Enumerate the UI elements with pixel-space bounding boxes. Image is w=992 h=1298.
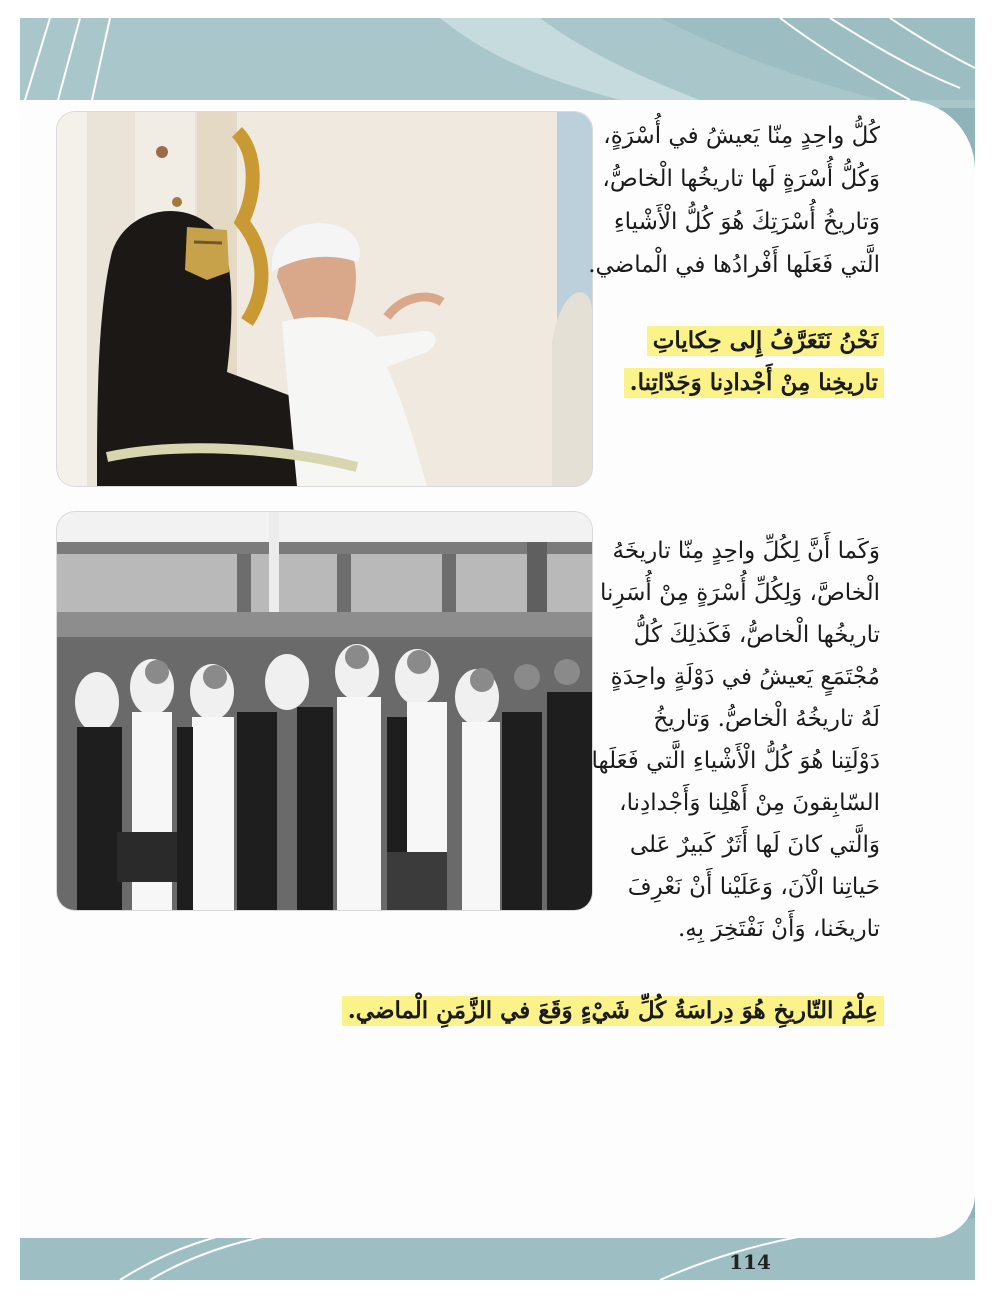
- text-line: وَالَّتي كانَ لَها أَثَرٌ كَبيرٌ عَلى: [629, 832, 880, 858]
- text-line: السّابِقونَ مِنْ أَهْلِنا وَأَجْدادِنا،: [619, 790, 880, 816]
- page-number: 114: [729, 1250, 771, 1274]
- highlight-definition-history: [284, 996, 884, 1038]
- photo-historic-gathering: [57, 512, 592, 910]
- paragraph-nation-history: [590, 530, 880, 950]
- text-line: الَّتي فَعَلَها أَفْرادُها في الْماضي.: [588, 252, 880, 278]
- text-line: تاريخُها الْخاصُّ، فَكَذلِكَ كُلُّ: [633, 622, 880, 648]
- text-line: وَتاريخُ أُسْرَتِكَ هُوَ كُلُّ الْأَشْياءِ: [613, 209, 880, 235]
- text-line: تاريخَنا، وَأَنْ نَفْتَخِرَ بِهِ.: [677, 916, 880, 942]
- text-line: وَكُلُّ أُسْرَةٍ لَها تاريخُها الْخاصُّ،: [602, 166, 880, 192]
- text-line: لَهُ تاريخُهُ الْخاصُّ. وَتاريخُ: [653, 706, 880, 732]
- text-line: حَياتِنا الْآنَ، وَعَلَيْنا أَنْ نَعْرِفَ: [627, 874, 880, 900]
- highlight-line: نَحْنُ نَتَعَرَّفُ إِلى حِكاياتِ: [647, 326, 884, 356]
- paragraph-family-history: [590, 115, 880, 287]
- highlight-line: تاريخِنا مِنْ أَجْدادِنا وَجَدّاتِنا.: [624, 368, 884, 398]
- text-line: مُجْتَمَعٍ يَعيشُ في دَوْلَةٍ واحِدَةٍ: [610, 664, 880, 690]
- text-line: وَكَما أَنَّ لِكُلِّ واحِدٍ مِنّا تاريخَهُ: [612, 538, 880, 564]
- highlight-line: عِلْمُ التّاريخِ هُوَ دِراسَةُ كُلِّ شَيْءٍ وَقَعَ في الزَّمَنِ الْماضي.: [342, 996, 884, 1026]
- photo-grandmother-child: [57, 112, 592, 486]
- text-line: دَوْلَتِنا هُوَ كُلُّ الْأَشْياءِ الَّتي فَعَلَها: [591, 748, 880, 774]
- text-line: كُلُّ واحِدٍ مِنّا يَعيشُ في أُسْرَةٍ،: [603, 123, 880, 149]
- highlight-box-stories: [584, 326, 884, 410]
- text-line: الْخاصَّ، وَلِكُلِّ أُسْرَةٍ مِنْ أُسَرِنا: [600, 580, 880, 606]
